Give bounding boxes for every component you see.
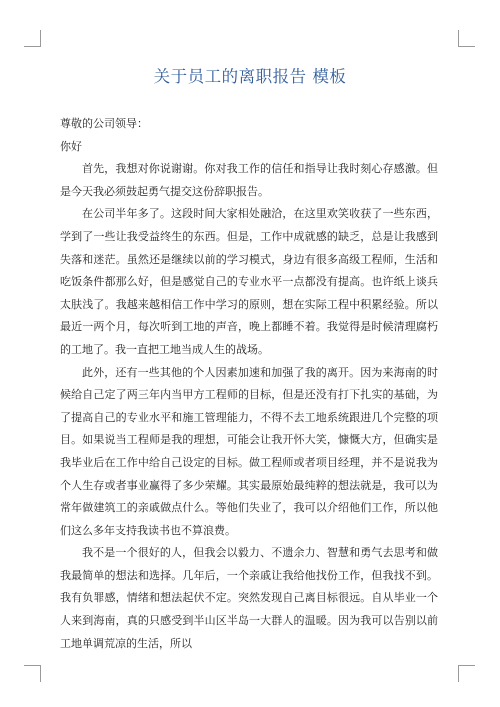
crop-mark-top-left (24, 30, 41, 47)
document-title: 关于员工的离职报告 模板 (153, 67, 347, 86)
paragraph-1: 首先，我想对你说谢谢。你对我工作的信任和指导让我时刻心存感激。但是今天我必须鼓起勇气提交这份辞职报告。 (60, 162, 438, 198)
crop-mark-bottom-right (458, 665, 475, 682)
paragraph-4: 我不是一个很好的人，但我会以毅力、不遗余力、智慧和勇气去思考和做我最简单的想法和选择。几年后，一个亲戚让我给他找份工作，但我找不到。我有负罪感，情绪和想法起伏不定。突然发现自己离目标很远。自从毕业一个人来到海南，真的只感受到半山区半岛一大群人的温暖。因为我可以告别以前工地单调荒凉的生活，所以 (60, 546, 438, 650)
paragraph-2: 在公司半年多了。这段时间大家相处融洽，在这里欢笑收获了一些东西，学到了一些让我受益终生的东西。但是，工作中成就感的缺乏，总是让我感到失落和迷茫。虽然还是继续以前的学习模式，身边有很多高级工程师，生活和吃饭条件都那么好，但是感觉自己的专业水平一点都没有提高。也许纸上谈兵太肤浅了。我越来越相信工作中学习的原则，想在实际工程中积累经验。所以最近一两个月，每次听到工地的声音，晚上都睡不着。我觉得是时候清理腐朽的工地了。我一直把工地当成人生的战场。 (60, 207, 438, 356)
greeting: 你好 (60, 139, 82, 153)
document-body (60, 113, 438, 655)
salutation: 尊敬的公司领导： (60, 117, 148, 130)
paragraph-3: 此外，还有一些其他的个人因素加速和加强了我的离开。因为来海南的时候给自己定了两三年内当甲方工程师的目标，但是还没有打下扎实的基础，为了提高自己的专业水平和施工管理能力，不得不去工地系统跟进几个完整的项目。如果说当工程师是我的理想，可能会让我开怀大笑，慷慨大方，但确实是我毕业后在工作中给自己设定的目标。做工程师或者项目经理，并不是说我为个人生存或者事业赢得了多少荣耀。其实最原始最纯粹的想法就是，我可以为常年做建筑工的亲戚做点什么。等他们失业了，我可以介绍他们工作，所以他们这么多年支持我读书也不算浪费。 (60, 365, 438, 537)
crop-mark-top-right (458, 30, 475, 47)
crop-mark-bottom-left (24, 665, 41, 682)
